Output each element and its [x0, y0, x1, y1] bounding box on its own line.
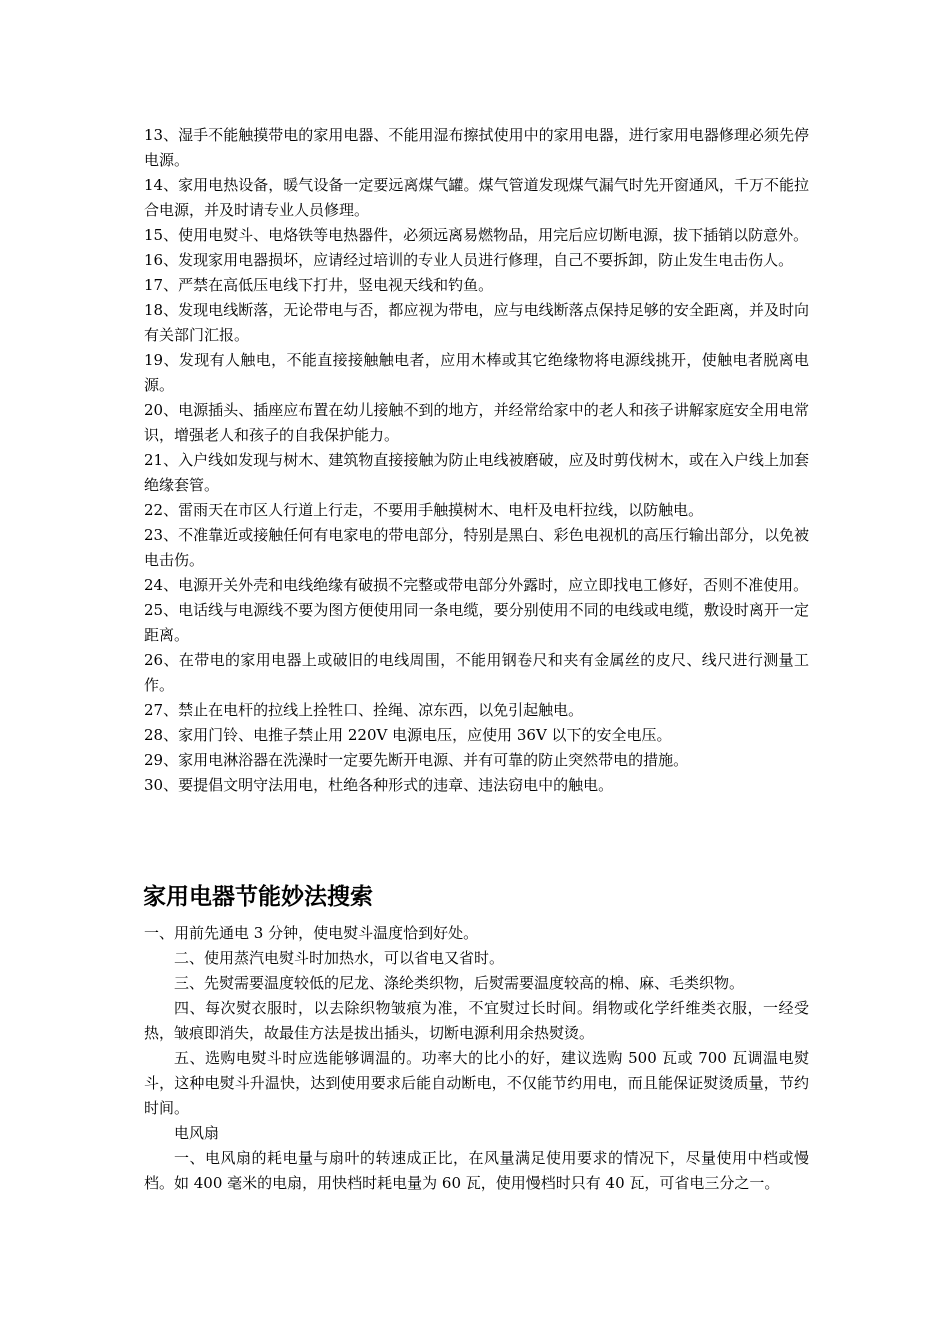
rule-item: 25、电话线与电源线不要为图方便使用同一条电缆，要分别使用不同的电线或电缆，敷设时离开一定距离。 [144, 601, 809, 644]
rule-item: 23、不准靠近或接触任何有电家电的带电部分，特别是黑白、彩色电视机的高压行输出部分，以免被电击伤。 [144, 526, 809, 569]
rule-item: 15、使用电熨斗、电烙铁等电热器件，必须远离易燃物品，用完后应切断电源，拔下插销以防意外。 [144, 226, 809, 244]
rule-item: 13、湿手不能触摸带电的家用电器、不能用湿布擦拭使用中的家用电器，进行家用电器修理必须先停电源。 [144, 126, 809, 169]
tip-item: 四、每次熨衣服时，以去除织物皱痕为准，不宜熨过长时间。绢物或化学纤维类衣服，一经受热，皱痕即消失，故最佳方法是拔出插头，切断电源利用余热熨烫。 [144, 999, 809, 1042]
rule-item: 28、家用门铃、电推子禁止用 220V 电源电压，应使用 36V 以下的安全电压。 [144, 726, 672, 744]
tip-item: 三、先熨需要温度较低的尼龙、涤纶类织物，后熨需要温度较高的棉、麻、毛类织物。 [174, 974, 745, 992]
rule-item: 30、要提倡文明守法用电，杜绝各种形式的违章、违法窃电中的触电。 [144, 776, 614, 794]
tip-item: 一、用前先通电 3 分钟，使电熨斗温度恰到好处。 [144, 924, 479, 942]
rule-item: 14、家用电热设备，暖气设备一定要远离煤气罐。煤气管道发现煤气漏气时先开窗通风，千万不能拉合电源，并及时请专业人员修理。 [144, 176, 809, 219]
tip-item: 五、选购电熨斗时应选能够调温的。功率大的比小的好，建议选购 500 瓦或 700 瓦调温电熨斗，这种电熨斗升温快，达到使用要求后能自动断电，不仅能节约用电，而且能保证熨烫质量，节约时间。 [144, 1049, 809, 1117]
rule-item: 20、电源插头、插座应布置在幼儿接触不到的地方，并经常给家中的老人和孩子讲解家庭安全用电常识，增强老人和孩子的自我保护能力。 [144, 401, 809, 444]
rule-item: 21、入户线如发现与树木、建筑物直接接触为防止电线被磨破，应及时剪伐树木，或在入户线上加套绝缘套管。 [144, 451, 809, 494]
energy-tips-list [144, 921, 809, 1196]
rule-item: 24、电源开关外壳和电线绝缘有破损不完整或带电部分外露时，应立即找电工修好，否则不准使用。 [144, 576, 809, 594]
safety-rules-list [144, 123, 809, 798]
rule-item: 26、在带电的家用电器上或破旧的电线周围，不能用钢卷尺和夹有金属丝的皮尺、线尺进行测量工作。 [144, 651, 809, 694]
section-heading: 家用电器节能妙法搜索 [143, 884, 373, 910]
rule-item: 17、严禁在高低压电线下打井，竖电视天线和钓鱼。 [144, 276, 494, 294]
subsection-label: 电风扇 [174, 1124, 220, 1142]
rule-item: 18、发现电线断落，无论带电与否，都应视为带电，应与电线断落点保持足够的安全距离，并及时向有关部门汇报。 [144, 301, 809, 344]
rule-item: 29、家用电淋浴器在洗澡时一定要先断开电源、并有可靠的防止突然带电的措施。 [144, 751, 689, 769]
rule-item: 27、禁止在电杆的拉线上拴牲口、拴绳、凉东西，以免引起触电。 [144, 701, 584, 719]
tip-item: 一、电风扇的耗电量与扇叶的转速成正比，在风量满足使用要求的情况下，尽量使用中档或慢档。如 400 毫米的电扇，用快档时耗电量为 60 瓦，使用慢档时只有 40 瓦，可省电三分之一。 [144, 1149, 809, 1192]
rule-item: 19、发现有人触电，不能直接接触触电者，应用木棒或其它绝缘物将电源线挑开，使触电者脱离电源。 [144, 351, 809, 394]
rule-item: 16、发现家用电器损坏，应请经过培训的专业人员进行修理，自己不要拆卸，防止发生电击伤人。 [144, 251, 794, 269]
tip-item: 二、使用蒸汽电熨斗时加热水，可以省电又省时。 [174, 949, 505, 967]
rule-item: 22、雷雨天在市区人行道上行走，不要用手触摸树木、电杆及电杆拉线，以防触电。 [144, 501, 704, 519]
